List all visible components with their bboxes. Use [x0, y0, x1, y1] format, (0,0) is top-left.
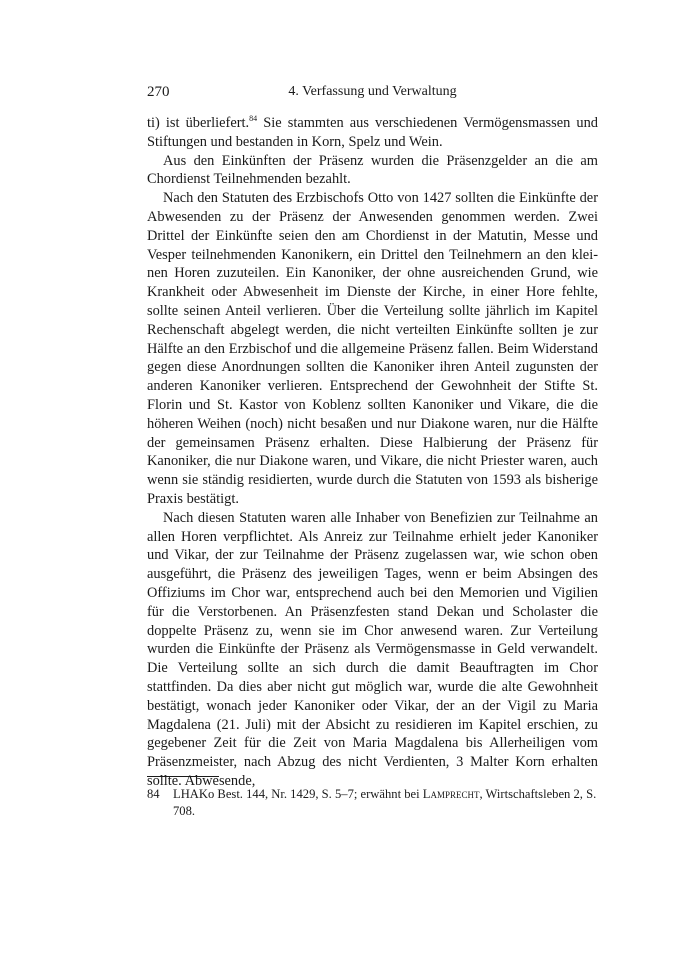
footnote [147, 786, 598, 820]
paragraph-text: Sie stammten aus verschiedenen Vermögensmassen und Stiftungen und bestanden in Korn, Spelz und Wein. [147, 115, 598, 150]
running-title: 4. Verfassung und Verwaltung [288, 84, 457, 99]
footnotes [147, 786, 598, 820]
footnote-reference: 84 [249, 114, 258, 123]
footnote-author: Lamprecht [422, 787, 480, 801]
footnote-text: , Wirtschaftsleben 2, S. 708. [173, 787, 597, 818]
footnote-text: LHAKo Best. 144, Nr. 1429, S. 5–7; erwähnt bei [173, 787, 423, 801]
page-number: 270 [147, 84, 170, 100]
paragraph: Nach diesen Statuten waren alle Inhaber von Benefizien zur Teilnahme an allen Horen verpflichtet. Als Anreiz zur Teilnahme erhielt jeder Kanoniker und Vikar, der zur Teilnahme der Präsenz zugelassen war, wie schon oben ausgeführt, die Präsenz des jeweiligen Tages, wenn er beim Absingen des Offiziums im Chor war, entsprechend auch bei den Memorien und Vigilien für die Verstorbenen. An Präsenzfesten stand Dekan und Scholaster die doppelte Präsenz zu, wenn sie im Chor anwesend waren. Zur Verteilung wurden die Einkünfte der Präsenz als Vermögensmasse in Geld verwandelt. Die Verteilung sollte an sich durch die damit Beauftragten im Chor stattfinden. Da dies aber nicht gut möglich war, wurde die alte Gewohnheit bestätigt, wonach jeder Kanoniker oder Vikar, der an der Vigil zu Maria Magdalena (21. Juli) mit der Absicht zu residieren im Kapitel erschien, zu gegebener Zeit für die Zeit von Maria Magdalena bis Allerheiligen vom Präsenzmeister, nach Abzug des nicht Verdienten, 3 Malter Korn erhalten sollte. Abwesende, [147, 509, 598, 789]
paragraph-text: ti) ist überliefert. [147, 115, 250, 131]
footnote-divider [147, 776, 219, 777]
page-header [147, 84, 598, 104]
footnote-number: 84 [147, 787, 160, 801]
body-text [147, 114, 598, 791]
paragraph [147, 114, 598, 152]
paragraph: Nach den Statuten des Erzbischofs Otto von 1427 sollten die Einkünfte der Abwesenden zu der Präsenz der Anwesenden genommen werden. Zwei Drittel der Einkünfte seien den am Chordienst in der Matutin, Messe und Vesper teilnehmenden Kanonikern, ein Drittel den Teilnehmern an den kleinen Horen zuzuteilen. Ein Kanoniker, der ohne ausreichenden Grund, wie Krankheit oder Abwesenheit im Dienste der Kirche, in einer Hore fehlte, sollte seinen Anteil verlieren. Über die Verteilung sollte jährlich im Kapitel Rechenschaft abgelegt werden, die nicht verteilten Einkünfte sollten je zur Hälfte an den Erzbischof und die allgemeine Präsenz fallen. Beim Widerstand gegen diese Anordnungen sollten die Kanoniker ihren Anteil zugunsten der anderen Kanoniker verlieren. Entsprechend der Gewohnheit der Stifte St. Florin und St. Kastor von Koblenz sollten Kanoniker und Vikare, die die höheren Weihen (noch) nicht besaßen und nur Diakone waren, nur die Hälfte der gemeinsamen Präsenz erhalten. Diese Halbierung der Präsenz für Kanoniker, die nur Diakone waren, und Vikare, die nicht Priester waren, auch wenn sie ständig residierten, wurde durch die Statuten von 1593 als bisherige Praxis bestätigt. [147, 190, 598, 507]
paragraph: Aus den Einkünften der Präsenz wurden die Präsenzgelder an die am Chordienst Teilnehmenden bezahlt. [147, 152, 598, 188]
